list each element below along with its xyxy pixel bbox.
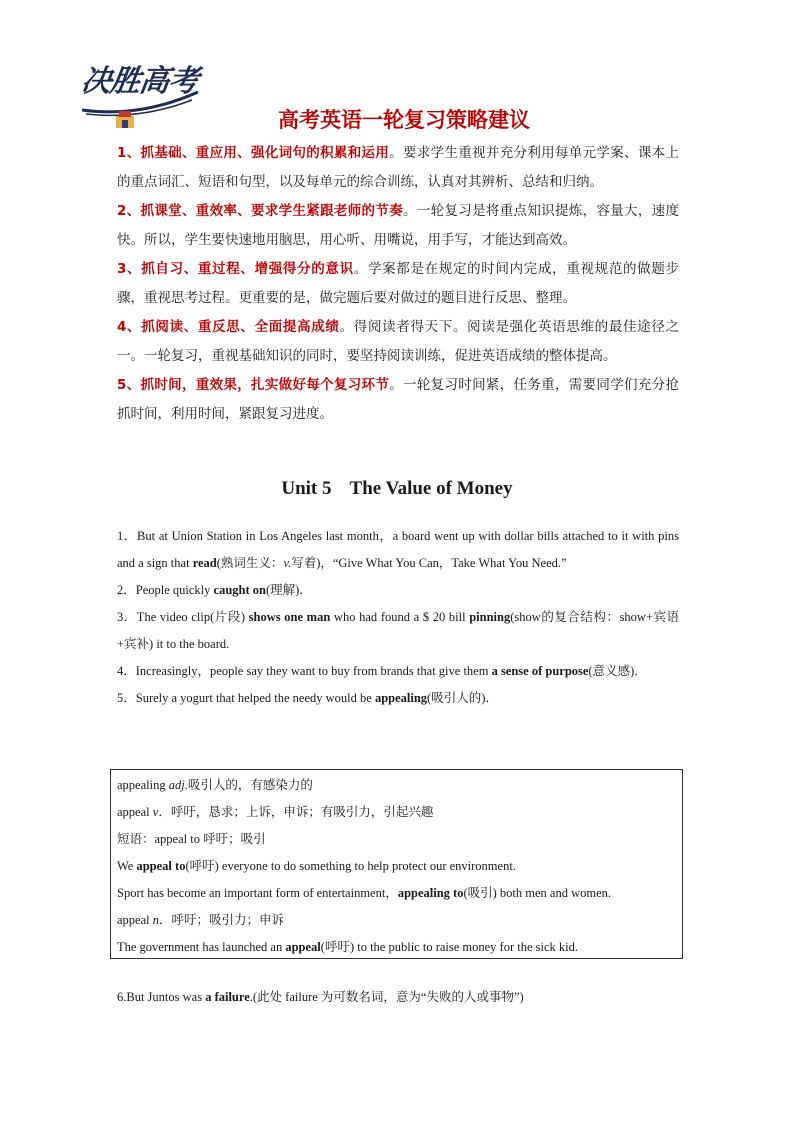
text: appeal <box>117 913 153 927</box>
strategy-text: 。一轮复习时间紧，任务重，需要同学们充分抢抓时间，利用时间，紧跟复习进度。 <box>117 377 679 422</box>
key-phrase: appealing to <box>397 886 464 900</box>
key-phrase: pinning <box>469 610 511 624</box>
unit-name: The Value of Money <box>349 478 513 499</box>
box-line: 短语：appeal to 呼吁；吸引 <box>117 832 266 846</box>
unit-number: Unit 5 <box>281 478 332 499</box>
text: (理解)． <box>265 583 312 597</box>
strategy-text: 。学案都是在规定的时间内完成，重视规范的做题步骤，重视思考过程。更重要的是，做完题后要对做过的题目进行反思、整理。 <box>117 261 680 306</box>
box-line <box>117 907 676 934</box>
text: appealing <box>117 778 169 792</box>
strategy-item <box>117 255 679 313</box>
text: 5．Surely a yogurt that helped the needy would be <box>117 691 375 705</box>
key-phrase: shows one man <box>248 610 331 624</box>
text: Sport has become an important form of entertainment， <box>117 886 398 900</box>
text: (呼吁) to the public to raise money for the sick kid. <box>320 940 579 954</box>
strategy-text: 。得阅读者得天下。阅读是强化英语思维的最佳途径之一。一轮复习，重视基础知识的同时，要坚持阅读训练，促进英语成绩的整体提高。 <box>117 319 679 364</box>
key-phrase: caught on <box>213 583 266 597</box>
sentence-list <box>117 523 679 712</box>
strategy-highlight: 4、抓阅读、重反思、全面提高成绩 <box>117 319 340 335</box>
text: 4．Increasingly，people say they want to buy from brands that give them <box>117 664 492 678</box>
box-line <box>117 853 676 880</box>
part-of-speech: n <box>152 913 159 927</box>
text: (呼吁) everyone to do something to help protect our environment. <box>185 859 516 873</box>
sentence-item <box>117 523 679 577</box>
strategy-item <box>117 197 679 255</box>
key-phrase: appealing <box>374 691 428 705</box>
text: (吸引) both men and women. <box>463 886 612 900</box>
text: 2．People quickly <box>117 583 214 597</box>
key-phrase: a failure <box>205 990 250 1004</box>
text: .(此处 failure 为可数名词，意为“失败的人或事物”) <box>249 990 524 1004</box>
key-phrase: read <box>192 556 217 570</box>
strategy-text: 。要求学生重视并充分利用每单元学案、课本上的重点词汇、短语和句型，以及每单元的综合训练，认真对其辨析、总结和归纳。 <box>117 145 679 190</box>
strategy-list <box>117 139 679 429</box>
key-phrase: appeal <box>285 940 321 954</box>
box-line <box>117 880 676 907</box>
text: 1．But at Union Station in Los Angeles last month，a board went up with dollar bills attached to it with pins and a sign that <box>117 529 679 570</box>
text: (吸引人的)． <box>427 691 498 705</box>
text: ．呼吁，恳求；上诉，申诉；有吸引力，引起兴趣 <box>158 805 434 819</box>
key-phrase: a sense of purpose <box>491 664 589 678</box>
text: .吸引人的，有感染力的 <box>184 778 313 792</box>
strategy-text: 。一轮复习是将重点知识提炼，容量大，速度快。所以，学生要快速地用脑思，用心听、用嘴说，用手写，才能达到高效。 <box>117 203 679 248</box>
unit-title <box>0 478 794 500</box>
strategy-item <box>117 139 679 197</box>
strategy-highlight: 2、抓课堂、重效率、要求学生紧跟老师的节奏 <box>117 203 404 219</box>
text: ．呼吁；吸引力；申诉 <box>159 913 285 927</box>
text: (show的复合结构：show+宾语+宾补) it to the board. <box>117 610 679 651</box>
box-line <box>117 934 676 961</box>
part-of-speech: adj <box>168 778 185 792</box>
strategy-item <box>117 313 679 371</box>
logo-text: 决胜高考 <box>79 64 200 99</box>
text: appeal <box>117 805 153 819</box>
text: 写着)，“Give What You Can，Take What You Need.” <box>291 556 567 570</box>
strategy-highlight: 1、抓基础、重应用、强化词句的积累和运用 <box>117 145 390 161</box>
text: (意义感)． <box>588 664 647 678</box>
part-of-speech: v. <box>283 556 292 570</box>
sentence-item <box>117 577 679 604</box>
text: 3．The video clip(片段) <box>117 610 249 624</box>
strategy-highlight: 3、抓自习、重过程、增强得分的意识 <box>117 261 354 277</box>
key-phrase: appeal to <box>136 859 186 873</box>
part-of-speech: v <box>152 805 159 819</box>
sentence-item <box>117 984 679 1011</box>
box-line <box>117 772 676 799</box>
text: who had found a $ 20 bill <box>330 610 470 624</box>
document-title: 高考英语一轮复习策略建议 <box>278 108 530 132</box>
strategy-highlight: 5、抓时间，重效果，扎实做好每个复习环节 <box>117 377 390 393</box>
strategy-item <box>117 371 679 429</box>
text: 6.But Juntos was <box>117 990 206 1004</box>
text: We <box>117 859 137 873</box>
sentence-item <box>117 658 679 685</box>
sentence-list-continued <box>117 984 679 1011</box>
box-line <box>117 799 676 826</box>
text: (熟词生义： <box>216 556 284 570</box>
sentence-item <box>117 685 679 712</box>
sentence-item <box>117 604 679 658</box>
vocabulary-box <box>110 769 683 959</box>
text: The government has launched an <box>117 940 286 954</box>
